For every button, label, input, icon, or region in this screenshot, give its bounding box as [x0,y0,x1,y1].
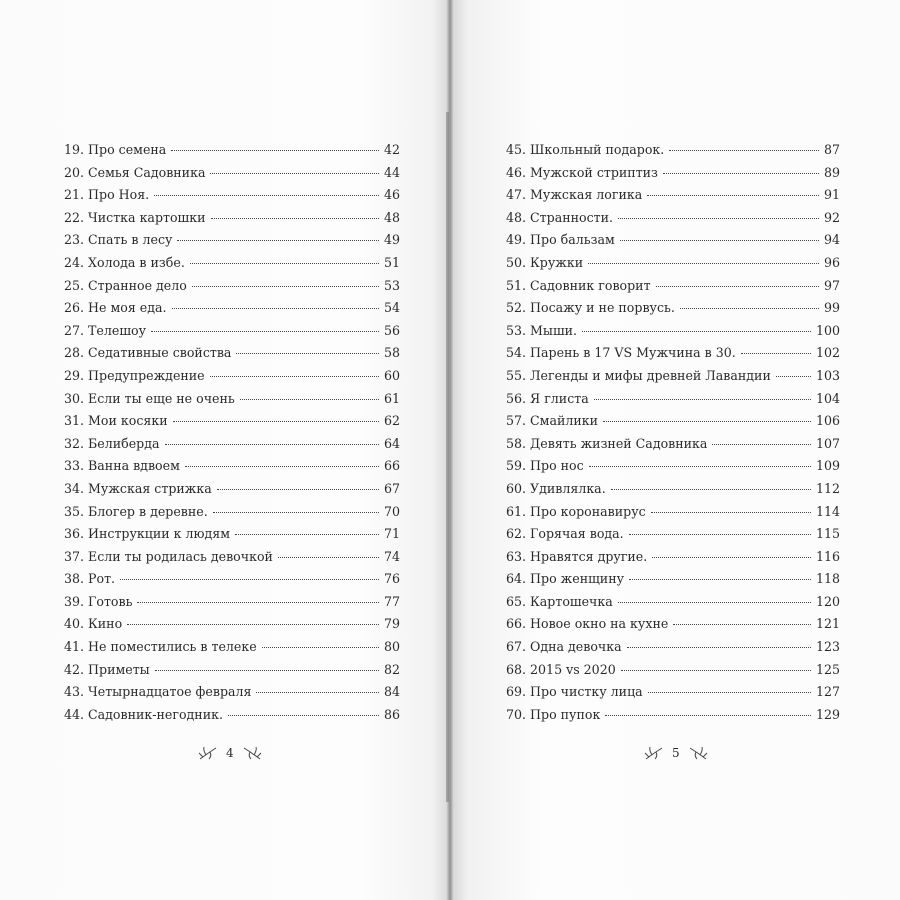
toc-entry [506,662,840,685]
toc-entry [506,436,840,459]
toc-entry [64,187,400,210]
toc-entry-page: 60 [383,367,400,383]
toc-entry-title: 32. Белиберда [64,435,160,451]
toc-entry-page: 92 [823,209,840,225]
toc-leader-dots [155,670,379,671]
toc-entry-title: 37. Если ты родилась девочкой [64,548,273,564]
toc-entry-page: 100 [815,322,840,338]
toc-entry [506,368,840,391]
toc-entry-page: 46 [383,187,400,203]
toc-entry-page: 118 [815,571,840,587]
toc-entry-title: 66. Новое окно на кухне [506,616,669,632]
toc-entry-title: 55. Легенды и мифы древней Лавандии [506,367,771,383]
toc-entry [506,413,840,436]
toc-leader-dots [137,602,379,603]
toc-leader-dots [680,308,819,309]
toc-entry-page: 112 [815,480,840,496]
toc-entry-title: 56. Я глиста [506,390,589,406]
toc-entry [64,391,400,414]
toc-entry [64,707,400,730]
toc-entry-page: 62 [383,413,400,429]
toc-leader-dots [210,376,379,377]
toc-entry-page: 103 [815,367,840,383]
toc-entry [506,549,840,572]
toc-leader-dots [652,557,811,558]
toc-leader-dots [712,444,811,445]
toc-leader-dots [741,353,811,354]
toc-entry-page: 125 [815,661,840,677]
toc-entry-page: 123 [815,639,840,655]
toc-entry [64,684,400,707]
toc-entry-page: 94 [823,232,840,248]
toc-entry-title: 35. Блогер в деревне. [64,503,208,519]
toc-entry [64,232,400,255]
toc-entry-title: 51. Садовник говорит [506,277,651,293]
toc-entry [506,345,840,368]
toc-entry-page: 91 [823,187,840,203]
toc-leader-dots [603,421,811,422]
toc-entry-title: 31. Мои косяки [64,413,168,429]
toc-entry-page: 84 [383,684,400,700]
book-gutter [446,112,449,802]
toc-leader-dots [582,331,811,332]
toc-entry-title: 57. Смайлики [506,413,599,429]
toc-entry-page: 51 [383,254,400,270]
toc-leader-dots [210,173,379,174]
toc-leader-dots [127,624,379,625]
toc-entry [64,368,400,391]
toc-entry-title: 36. Инструкции к людям [64,526,230,542]
toc-entry [64,571,400,594]
toc-entry-page: 76 [383,571,400,587]
leaf-sprig-icon [644,745,664,761]
toc-entry-title: 29. Предупреждение [64,367,205,383]
toc-entry-title: 26. Не моя еда. [64,300,167,316]
toc-entry-page: 82 [383,661,400,677]
toc-leader-dots [228,715,379,716]
toc-entry-title: 21. Про Ноя. [64,187,150,203]
toc-entry-page: 120 [815,593,840,609]
toc-leader-dots [648,692,811,693]
toc-entry-page: 61 [383,390,400,406]
toc-entry [64,436,400,459]
toc-entry-page: 86 [383,706,400,722]
toc-entry-page: 80 [383,639,400,655]
toc-leader-dots [673,624,811,625]
toc-entry [506,300,840,323]
toc-entry [64,323,400,346]
toc-entry [64,616,400,639]
toc-entry [64,165,400,188]
toc-entry-page: 109 [815,458,840,474]
toc-entry-title: 63. Нравятся другие. [506,548,648,564]
toc-entry [64,504,400,527]
toc-entry-page: 49 [383,232,400,248]
toc-leader-dots [776,376,811,377]
toc-leader-dots [177,240,379,241]
toc-leader-dots [594,399,811,400]
toc-leader-dots [236,353,379,354]
toc-entry [506,232,840,255]
toc-entry [64,526,400,549]
toc-entry [506,684,840,707]
toc-entry-page: 129 [815,706,840,722]
toc-entry [506,616,840,639]
toc-entry-page: 107 [815,435,840,451]
toc-entry-title: 27. Телешоу [64,322,147,338]
toc-entry [506,210,840,233]
toc-leader-dots [605,715,811,716]
toc-entry-page: 79 [383,616,400,632]
toc-entry-title: 67. Одна девочка [506,639,622,655]
toc-entry [64,255,400,278]
toc-leader-dots [211,218,379,219]
toc-entry-title: 47. Мужская логика [506,187,643,203]
toc-entry-title: 53. Мыши. [506,322,578,338]
toc-entry [506,165,840,188]
toc-leader-dots [185,466,379,467]
toc-leader-dots [173,421,379,422]
toc-entry-page: 102 [815,345,840,361]
toc-entry-title: 45. Школьный подарок. [506,142,665,157]
toc-entry-title: 65. Картошечка [506,593,613,609]
toc-entry-title: 52. Посажу и не порвусь. [506,300,675,316]
toc-entry [64,662,400,685]
toc-entry-page: 48 [383,209,400,225]
toc-leader-dots [262,647,379,648]
toc-entry-page: 121 [815,616,840,632]
leaf-sprig-icon [688,745,708,761]
toc-entry [506,707,840,730]
toc-entry-page: 97 [823,277,840,293]
toc-entry-page: 115 [815,526,840,542]
toc-entry-title: 44. Садовник-негодник. [64,706,223,722]
toc-entry [64,594,400,617]
toc-entry [506,594,840,617]
toc-entry-title: 49. Про бальзам [506,232,615,248]
toc-entry-title: 64. Про женщину [506,571,624,587]
toc-entry-page: 70 [383,503,400,519]
toc-leader-dots [611,489,811,490]
leaf-sprig-icon [198,745,218,761]
toc-leader-dots [620,240,819,241]
toc-leader-dots [217,489,379,490]
toc-leader-dots [656,286,819,287]
toc-entry-title: 68. 2015 vs 2020 [506,661,616,677]
toc-entry [64,549,400,572]
toc-entry-title: 61. Про коронавирус [506,503,646,519]
toc-leader-dots [647,195,819,196]
toc-leader-dots [154,195,379,196]
toc-entry [506,481,840,504]
toc-entry [64,458,400,481]
toc-leader-dots [278,557,379,558]
toc-leader-dots [171,150,379,151]
toc-entry-title: 43. Четырнадцатое февраля [64,684,252,700]
toc-entry-title: 38. Рот. [64,571,116,587]
toc-entry [64,345,400,368]
toc-entry [506,142,840,165]
toc-entry-page: 56 [383,322,400,338]
toc-entry-title: 46. Мужской стриптиз [506,164,658,180]
toc-entry-title: 39. Готовь [64,593,133,609]
toc-leader-dots [618,602,811,603]
toc-entry [506,458,840,481]
toc-leader-dots [151,331,379,332]
toc-leader-dots [235,534,379,535]
right-page-toc [506,142,840,729]
toc-entry [506,187,840,210]
toc-entry [506,323,840,346]
toc-entry-page: 77 [383,593,400,609]
toc-leader-dots [627,647,811,648]
toc-entry-title: 41. Не поместились в телеке [64,639,257,655]
toc-leader-dots [589,466,811,467]
toc-entry-title: 23. Спать в лесу [64,232,173,248]
toc-entry-page: 44 [383,164,400,180]
toc-entry-title: 60. Удивлялка. [506,480,606,496]
toc-leader-dots [618,218,819,219]
toc-entry [64,481,400,504]
toc-entry-page: 99 [823,300,840,316]
toc-entry [64,142,400,165]
toc-entry-page: 64 [383,435,400,451]
toc-entry-page: 96 [823,254,840,270]
toc-leader-dots [120,579,379,580]
toc-entry-page: 54 [383,300,400,316]
toc-leader-dots [190,263,379,264]
toc-leader-dots [629,579,811,580]
page-number: 4 [226,746,234,760]
toc-entry-page: 104 [815,390,840,406]
toc-entry [506,526,840,549]
right-page-footer [644,745,708,761]
toc-entry [506,278,840,301]
toc-entry-title: 24. Холода в избе. [64,254,185,270]
toc-entry-title: 50. Кружки [506,254,584,270]
toc-entry-title: 22. Чистка картошки [64,209,206,225]
toc-entry [506,504,840,527]
toc-entry [64,300,400,323]
toc-entry-title: 40. Кино [64,616,123,632]
toc-entry-title: 70. Про пупок [506,706,601,722]
toc-entry-page: 67 [383,480,400,496]
toc-leader-dots [669,150,819,151]
toc-entry-page: 89 [823,164,840,180]
toc-leader-dots [651,512,811,513]
toc-entry-title: 42. Приметы [64,661,150,677]
toc-leader-dots [172,308,379,309]
toc-entry-page: 74 [383,548,400,564]
toc-entry-title: 62. Горячая вода. [506,526,624,542]
toc-entry-title: 33. Ванна вдвоем [64,458,180,474]
left-page-footer [198,745,262,761]
toc-entry-page: 116 [815,548,840,564]
left-page-toc [64,142,400,729]
toc-leader-dots [663,173,819,174]
toc-leader-dots [621,670,811,671]
toc-entry [506,391,840,414]
toc-entry-page: 71 [383,526,400,542]
toc-entry [64,639,400,662]
toc-entry-title: 54. Парень в 17 VS Мужчина в 30. [506,345,736,361]
toc-leader-dots [192,286,379,287]
toc-entry-title: 28. Седативные свойства [64,345,232,361]
toc-entry-page: 66 [383,458,400,474]
toc-leader-dots [588,263,819,264]
leaf-sprig-icon [242,745,262,761]
toc-entry [64,210,400,233]
toc-entry-title: 20. Семья Садовника [64,164,206,180]
toc-entry-title: 25. Странное дело [64,277,187,293]
toc-entry-page: 114 [815,503,840,519]
toc-entry [64,413,400,436]
toc-entry [64,278,400,301]
toc-entry-page: 53 [383,277,400,293]
toc-entry [506,639,840,662]
toc-leader-dots [240,399,379,400]
toc-entry [506,571,840,594]
toc-entry-page: 127 [815,684,840,700]
toc-leader-dots [165,444,379,445]
toc-entry-title: 19. Про семена [64,142,167,157]
toc-entry-page: 42 [383,142,400,157]
toc-entry-title: 34. Мужская стрижка [64,480,212,496]
toc-entry-page: 106 [815,413,840,429]
toc-leader-dots [256,692,379,693]
toc-entry-title: 30. Если ты еще не очень [64,390,235,406]
toc-entry-title: 59. Про нос [506,458,584,474]
toc-entry-page: 87 [823,142,840,157]
toc-leader-dots [213,512,379,513]
toc-entry-page: 58 [383,345,400,361]
toc-entry [506,255,840,278]
toc-entry-title: 69. Про чистку лица [506,684,643,700]
page-number: 5 [672,746,680,760]
toc-entry-title: 58. Девять жизней Садовника [506,435,708,451]
toc-entry-title: 48. Странности. [506,209,613,225]
toc-leader-dots [629,534,811,535]
